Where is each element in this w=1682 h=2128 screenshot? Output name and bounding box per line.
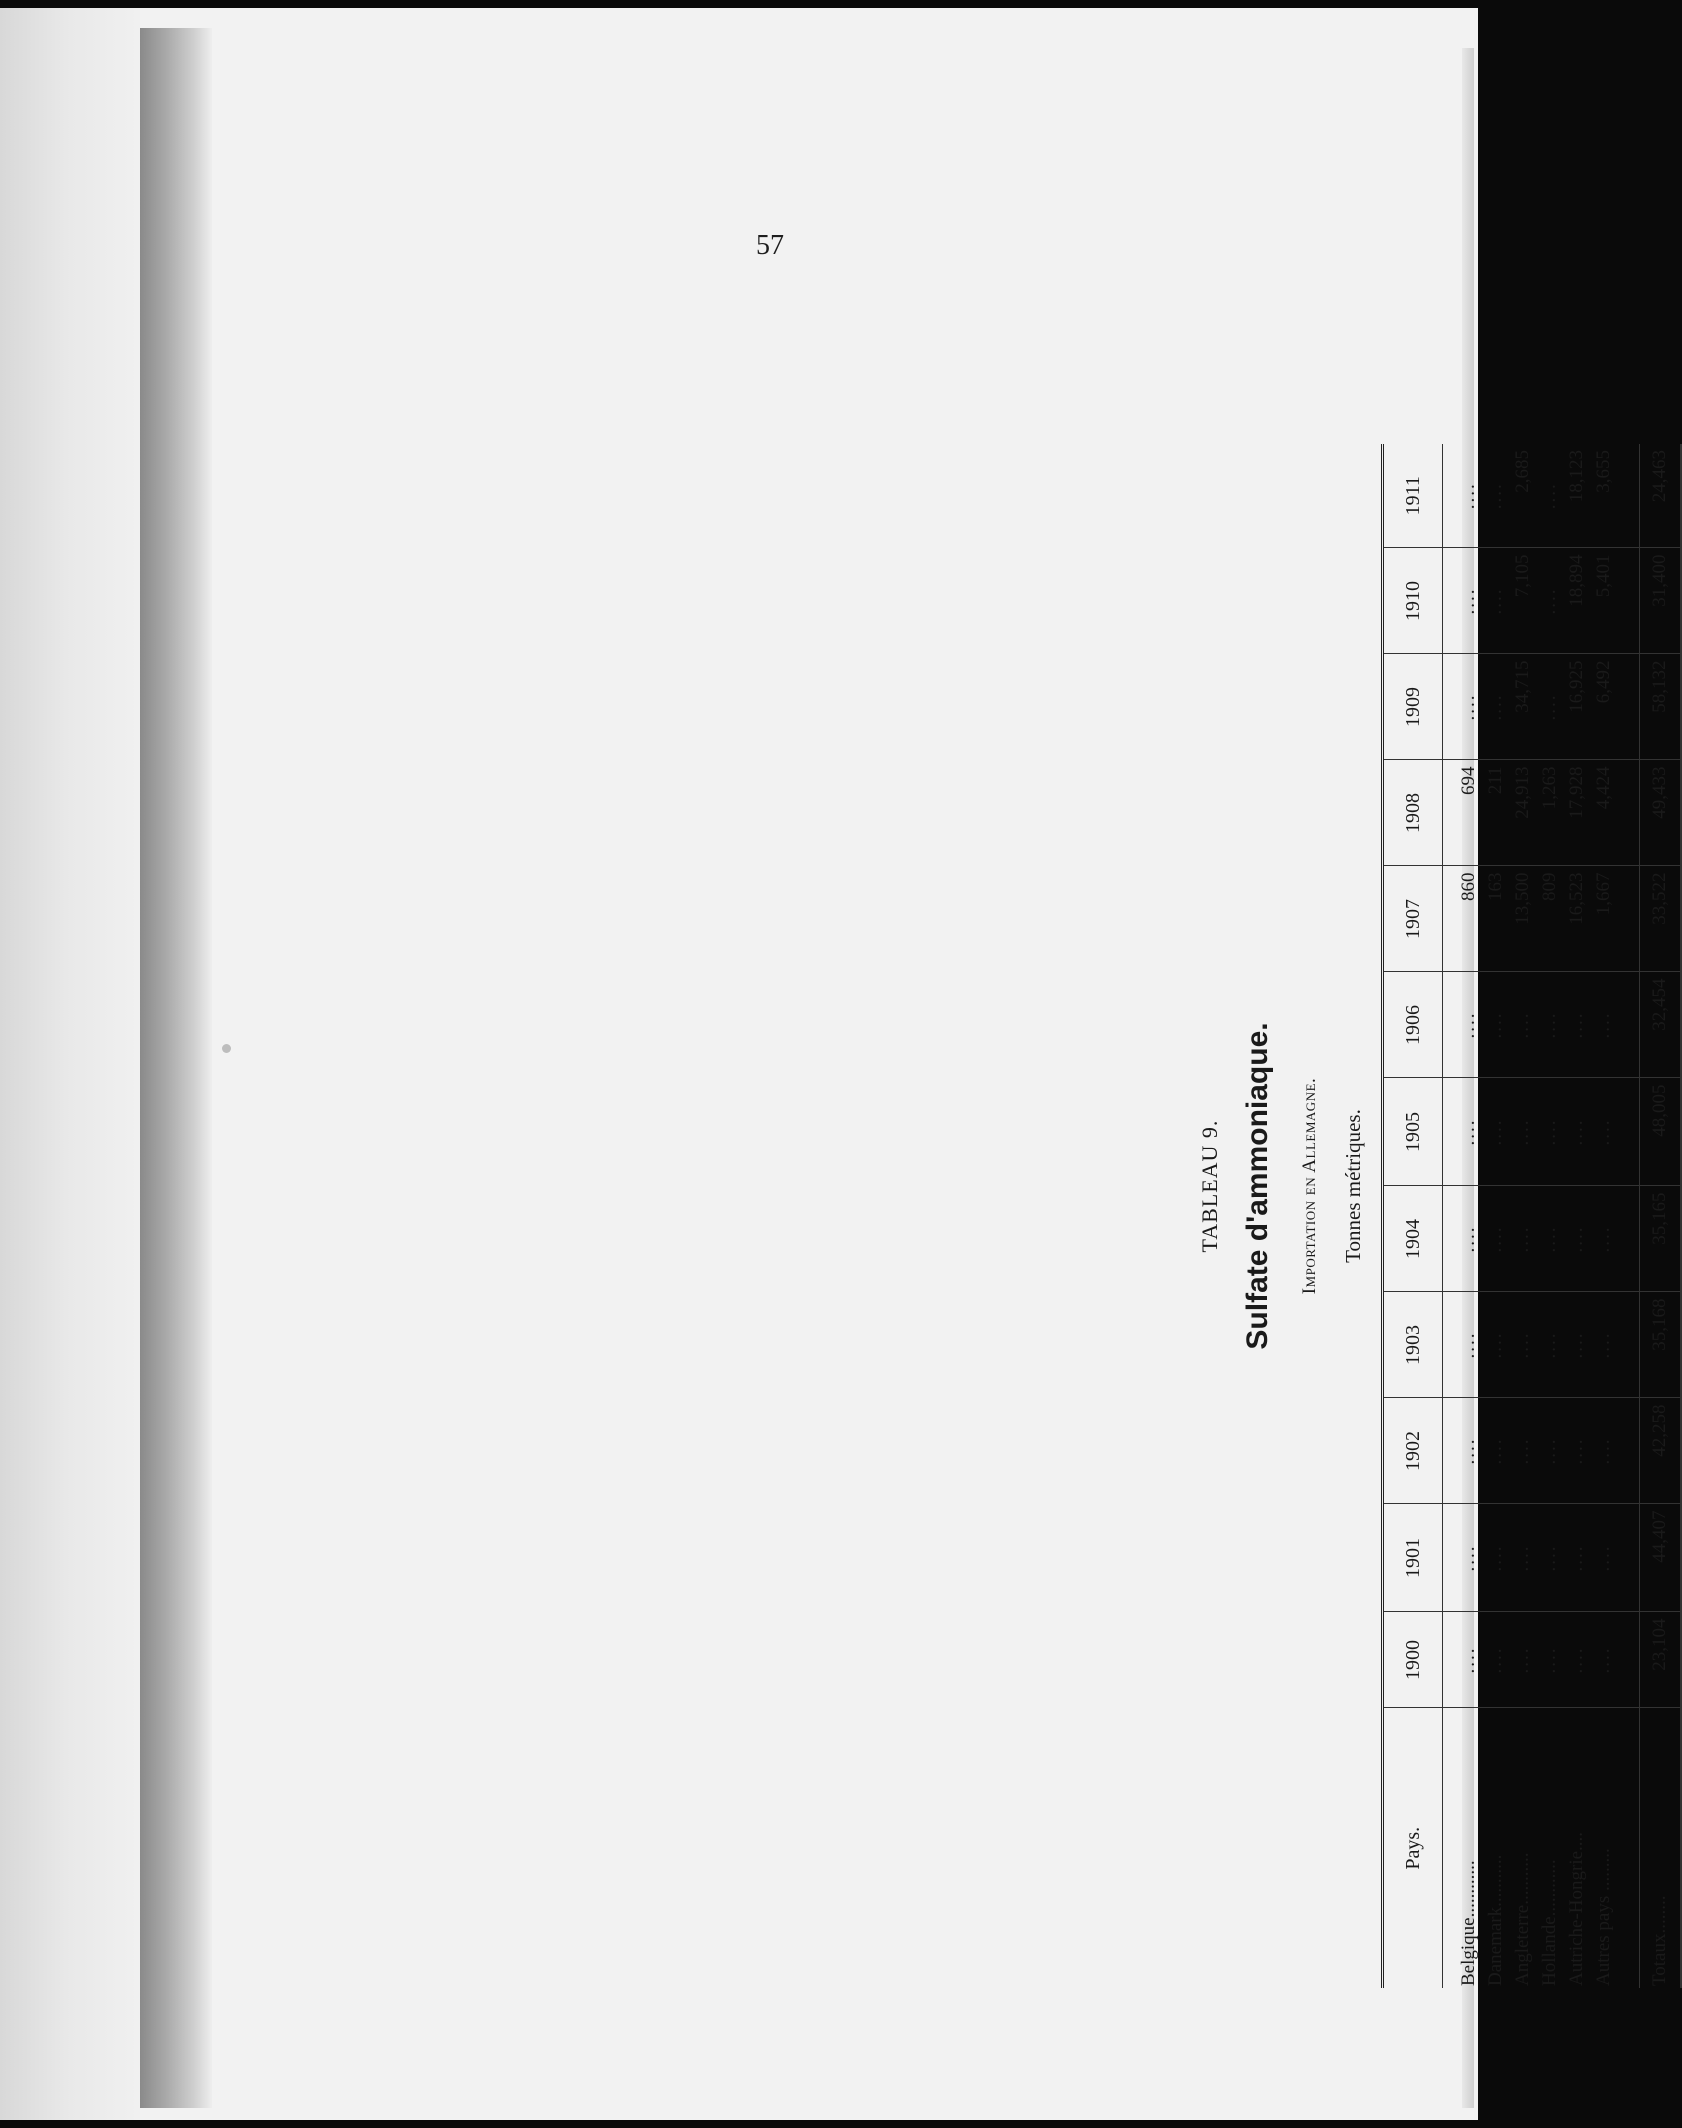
value-cell: .... (1455, 1504, 1482, 1612)
title-block (1181, 286, 1381, 2086)
value-cell: .... (1509, 1398, 1536, 1504)
value-cell: .... (1482, 1292, 1509, 1398)
total-cell: 42,258 (1640, 1398, 1682, 1504)
table-row (1455, 444, 1482, 1988)
value-cell: .... (1536, 1612, 1563, 1708)
year-header: 1900 (1383, 1612, 1443, 1708)
spacer-row (1443, 444, 1456, 1988)
value-cell: .... (1590, 1078, 1617, 1186)
total-cell: 35,165 (1640, 1186, 1682, 1292)
country-cell: Autriche-Hongrie.... (1566, 1831, 1587, 1986)
value-cell: 18,123 (1563, 444, 1590, 548)
value-cell: 3,655 (1590, 444, 1617, 548)
value-cell: .... (1563, 1186, 1590, 1292)
value-cell: .... (1455, 1292, 1482, 1398)
table-subtitle: Importation en Allemagne. (1299, 1077, 1320, 1295)
table-row (1509, 444, 1536, 1988)
year-header: 1907 (1383, 866, 1443, 972)
value-cell: .... (1563, 1292, 1590, 1398)
value-cell: .... (1590, 972, 1617, 1078)
value-cell: 860 (1455, 866, 1482, 972)
value-cell: .... (1482, 1398, 1509, 1504)
year-header: 1911 (1383, 444, 1443, 548)
value-cell: .... (1590, 1612, 1617, 1708)
import-table (1381, 444, 1682, 1988)
country-cell: Autres pays ......... (1593, 1848, 1614, 1986)
country-cell: Belgique............ (1458, 1860, 1479, 1986)
value-cell: .... (1536, 1504, 1563, 1612)
year-header: 1908 (1383, 760, 1443, 866)
value-cell: .... (1590, 1504, 1617, 1612)
table-row (1536, 444, 1563, 1988)
value-cell: .... (1509, 1612, 1536, 1708)
value-cell: 7,105 (1509, 548, 1536, 654)
country-cell: Danemark........... (1485, 1854, 1506, 1986)
value-cell: .... (1536, 1186, 1563, 1292)
page-gutter (0, 8, 140, 2120)
table-wrapper (1381, 286, 1670, 2086)
country-cell: Angleterre........... (1512, 1852, 1533, 1986)
tableau-label: TABLEAU 9. (1197, 1119, 1222, 1253)
year-header: 1906 (1383, 972, 1443, 1078)
value-cell: .... (1509, 1292, 1536, 1398)
value-cell: 694 (1455, 760, 1482, 866)
year-header: 1903 (1383, 1292, 1443, 1398)
table-body (1443, 444, 1682, 1988)
value-cell: .... (1455, 548, 1482, 654)
year-header: 1902 (1383, 1398, 1443, 1504)
total-cell: 24,463 (1640, 444, 1682, 548)
value-cell: .... (1482, 1504, 1509, 1612)
value-cell: .... (1536, 1078, 1563, 1186)
total-cell: 48,005 (1640, 1078, 1682, 1186)
value-cell: .... (1590, 1292, 1617, 1398)
value-cell: .... (1455, 1612, 1482, 1708)
spacer-row (1617, 444, 1640, 1988)
value-cell: .... (1590, 1186, 1617, 1292)
value-cell: .... (1536, 444, 1563, 548)
value-cell: 18,894 (1563, 548, 1590, 654)
units-label: Tonnes métriques. (1341, 1109, 1365, 1263)
value-cell: .... (1482, 548, 1509, 654)
value-cell: .... (1563, 1504, 1590, 1612)
header-row (1383, 444, 1443, 1988)
value-cell: 6,492 (1590, 654, 1617, 760)
value-cell: 809 (1536, 866, 1563, 972)
value-cell: 163 (1482, 866, 1509, 972)
value-cell: .... (1455, 1398, 1482, 1504)
total-cell: 23,104 (1640, 1612, 1682, 1708)
value-cell: .... (1482, 1186, 1509, 1292)
value-cell: .... (1563, 1078, 1590, 1186)
value-cell: .... (1536, 654, 1563, 760)
year-header: 1905 (1383, 1078, 1443, 1186)
value-cell: .... (1455, 444, 1482, 548)
total-cell: 35,168 (1640, 1292, 1682, 1398)
total-cell: 32,454 (1640, 972, 1682, 1078)
year-header: 1909 (1383, 654, 1443, 760)
table-row (1563, 444, 1590, 1988)
year-header: 1910 (1383, 548, 1443, 654)
paper-speck (222, 1044, 231, 1053)
page-number: 57 (756, 230, 784, 261)
value-cell: 211 (1482, 760, 1509, 866)
table-title: Sulfate d'ammoniaque. (1241, 1022, 1274, 1350)
binding-shadow (140, 28, 212, 2108)
total-cell: 58,132 (1640, 654, 1682, 760)
table-row (1482, 444, 1509, 1988)
value-cell: .... (1455, 1078, 1482, 1186)
value-cell: 24,913 (1509, 760, 1536, 866)
table-row (1590, 444, 1617, 1988)
value-cell: .... (1536, 1292, 1563, 1398)
value-cell: .... (1563, 1398, 1590, 1504)
total-cell: 49,433 (1640, 760, 1682, 866)
value-cell: .... (1509, 1504, 1536, 1612)
value-cell: 5,401 (1590, 548, 1617, 654)
country-cell: Hollande............ (1539, 1859, 1560, 1986)
value-cell: .... (1536, 548, 1563, 654)
rotated-table-content (1181, 286, 1670, 2086)
value-cell: .... (1590, 1398, 1617, 1504)
total-cell: 33,522 (1640, 866, 1682, 972)
value-cell: .... (1482, 1612, 1509, 1708)
year-header: 1901 (1383, 1504, 1443, 1612)
total-cell: 44,407 (1640, 1504, 1682, 1612)
value-cell: .... (1563, 1612, 1590, 1708)
value-cell: .... (1482, 654, 1509, 760)
value-cell: .... (1482, 1078, 1509, 1186)
value-cell: 17,928 (1563, 760, 1590, 866)
value-cell: .... (1455, 1186, 1482, 1292)
value-cell: .... (1509, 972, 1536, 1078)
value-cell: 16,523 (1563, 866, 1590, 972)
value-cell: .... (1455, 654, 1482, 760)
value-cell: 1,667 (1590, 866, 1617, 972)
value-cell: .... (1482, 444, 1509, 548)
value-cell: 1,263 (1536, 760, 1563, 866)
value-cell: .... (1482, 972, 1509, 1078)
value-cell: 4,424 (1590, 760, 1617, 866)
value-cell: 16,925 (1563, 654, 1590, 760)
total-cell: 31,400 (1640, 548, 1682, 654)
value-cell: .... (1536, 1398, 1563, 1504)
value-cell: 2,685 (1509, 444, 1536, 548)
value-cell: .... (1563, 972, 1590, 1078)
total-row (1640, 444, 1682, 1988)
value-cell: 34,715 (1509, 654, 1536, 760)
total-label: Totaux........ (1640, 1708, 1682, 1988)
year-header: 1904 (1383, 1186, 1443, 1292)
value-cell: .... (1455, 972, 1482, 1078)
value-cell: .... (1509, 1078, 1536, 1186)
value-cell: 13,500 (1509, 866, 1536, 972)
value-cell: .... (1509, 1186, 1536, 1292)
country-column-header: Pays. (1383, 1708, 1443, 1988)
value-cell: .... (1536, 972, 1563, 1078)
